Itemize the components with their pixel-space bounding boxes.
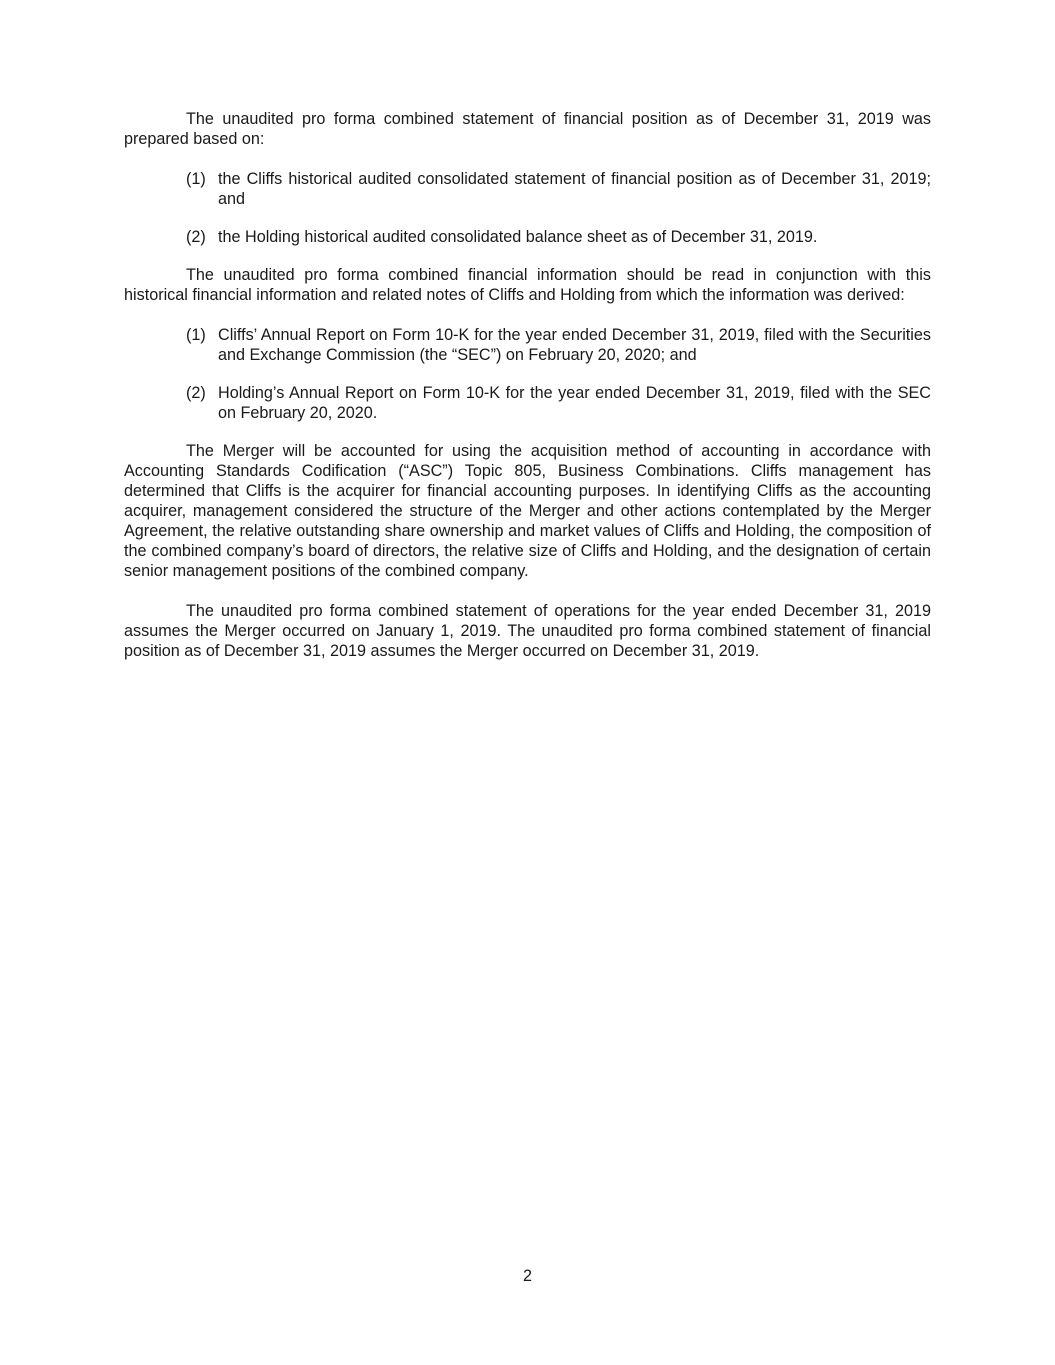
document-body [124,109,931,681]
list-item [186,227,931,247]
list-item-number: (1) [186,326,206,344]
paragraph-intro: The unaudited pro forma combined statement of financial position as of December 31, 2019 was prepared based on: [124,110,931,148]
paragraph-assumptions: The unaudited pro forma combined statement of operations for the year ended December 31, 2019 assumes the Merger occurred on January 1, 2019. The unaudited pro forma combined statement of financial position as of December 31, 2019 assumes the Merger occurred on December 31, 2019. [124,602,931,660]
list-item-number: (1) [186,170,206,188]
list-item [186,325,931,365]
list-item-text: Cliffs’ Annual Report on Form 10-K for the year ended December 31, 2019, filed with the Securities and Exchange Commission (the “SEC”) on February 20, 2020; and [218,326,931,364]
paragraph-read-conjunction: The unaudited pro forma combined financial information should be read in conjunction with this historical financial information and related notes of Cliffs and Holding from which the information was derived: [124,266,931,304]
list-item-text: Holding’s Annual Report on Form 10-K for the year ended December 31, 2019, filed with the SEC on February 20, 2020. [218,384,931,422]
paragraph-merger-accounting: The Merger will be accounted for using the acquisition method of accounting in accordance with Accounting Standards Codification (“ASC”) Topic 805, Business Combinations. Cliffs management has determined that Cliffs is the acquirer for financial accounting purposes. In identifying Cliffs as the accounting acquirer, management considered the structure of the Merger and other actions contemplated by the Merger Agreement, the relative outstanding share ownership and market values of Cliffs and Holding, the composition of the combined company’s board of directors, the relative size of Cliffs and Holding, and the designation of certain senior management positions of the combined company. [124,442,931,580]
list-item [186,169,931,209]
list-item [186,383,931,423]
list-item-number: (2) [186,384,206,402]
list-item-number: (2) [186,228,206,246]
list-item-text: the Holding historical audited consolidated balance sheet as of December 31, 2019. [218,228,818,246]
list-item-text: the Cliffs historical audited consolidated statement of financial position as of December 31, 2019; and [218,170,931,208]
page-number: 2 [522,1267,532,1285]
